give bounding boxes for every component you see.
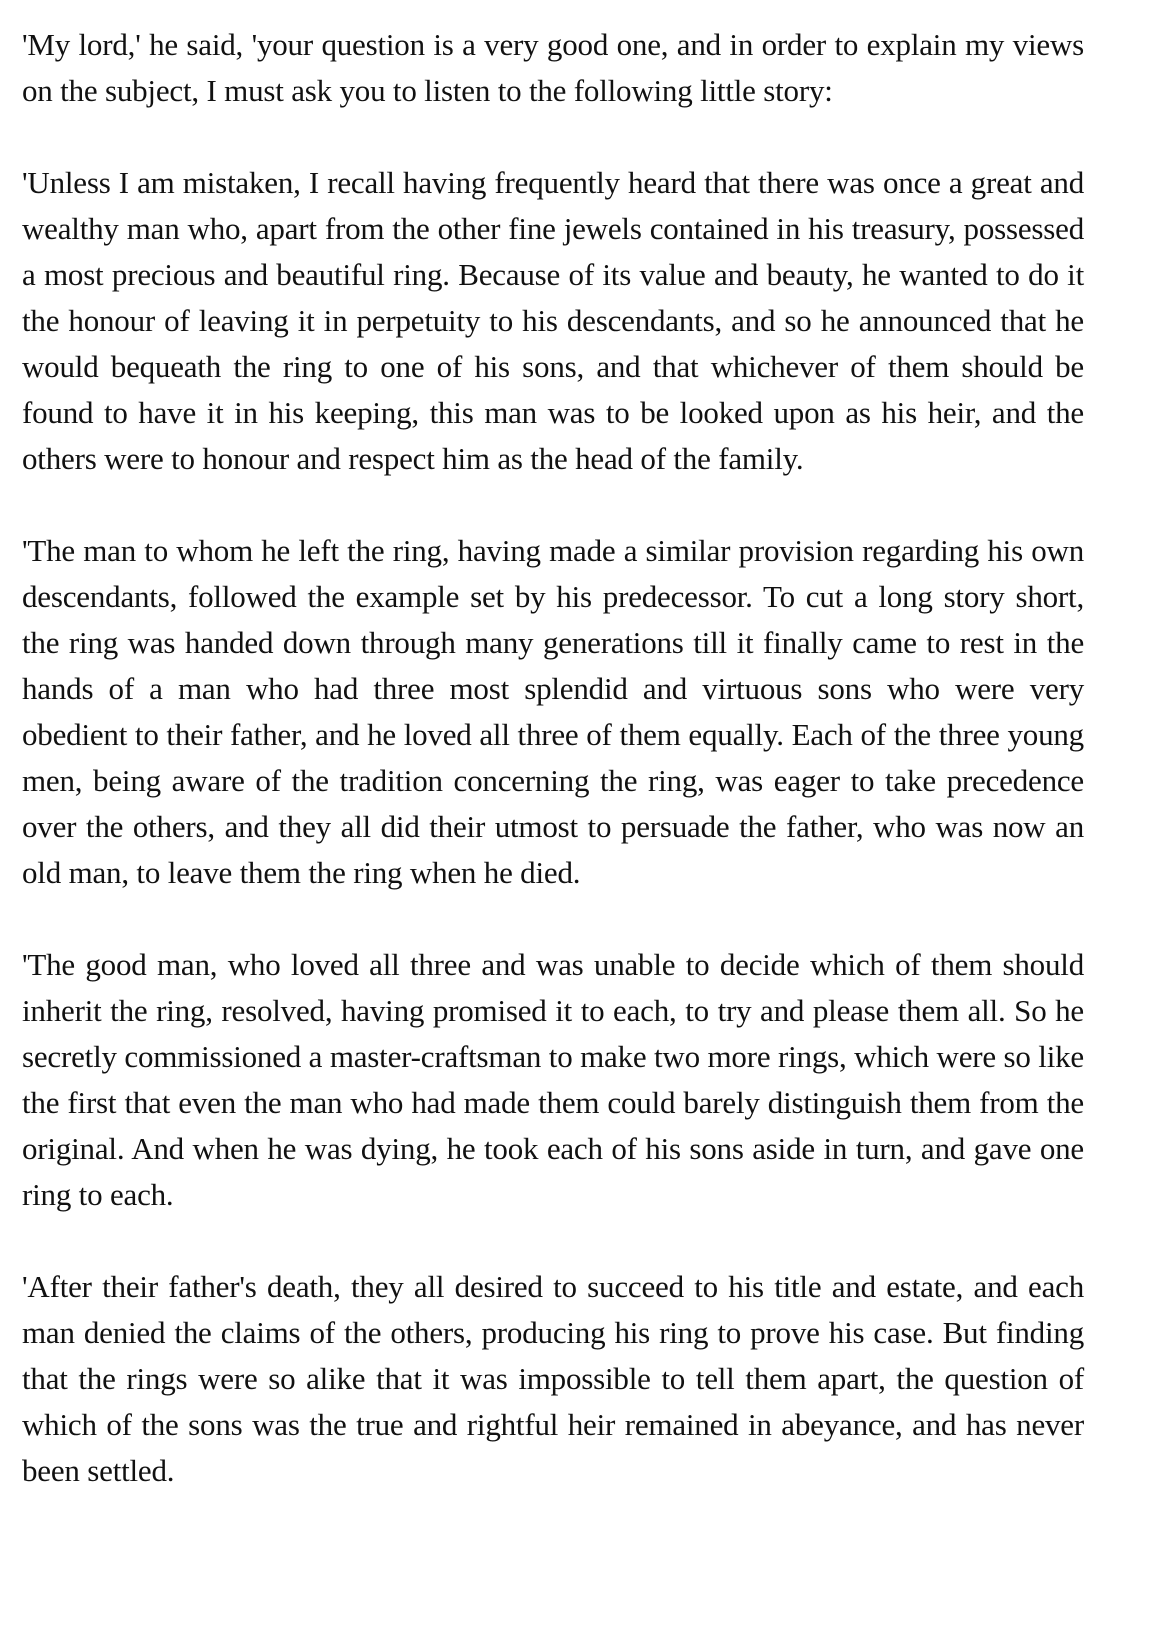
paragraph-3: 'The man to whom he left the ring, having made a similar provision regarding his own descendants, followed the example set by his predecessor. To cut a long story short, the ring was handed down through many generations till it finally came to rest in the hands of a man who had three most splendid and virtuous sons who were very obedient to their father, and he loved all three of them equally. Each of the three young men, being aware of the tradition concerning the ring, was eager to take precedence over the others, and they all did their utmost to persuade the father, who was now an old man, to leave them the ring when he died. [22, 533, 1084, 890]
paragraph-2: 'Unless I am mistaken, I recall having frequently heard that there was once a great and wealthy man who, apart from the other fine jewels contained in his treasury, possessed a most precious and beautiful ring. Because of its value and beauty, he wanted to do it the honour of leaving it in perpetuity to his descendants, and so he announced that he would bequeath the ring to one of his sons, and that whichever of them should be found to have it in his keeping, this man was to be looked upon as his heir, and the others were to honour and respect him as the head of the family. [22, 165, 1084, 476]
document-body [22, 22, 1084, 1494]
paragraph-1: 'My lord,' he said, 'your question is a very good one, and in order to explain my views on the subject, I must ask you to listen to the following little story: [22, 27, 1084, 108]
paragraph-4: 'The good man, who loved all three and was unable to decide which of them should inherit the ring, resolved, having promised it to each, to try and please them all. So he secretly commissioned a master-craftsman to make two more rings, which were so like the first that even the man who had made them could barely distinguish them from the original. And when he was dying, he took each of his sons aside in turn, and gave one ring to each. [22, 947, 1084, 1212]
paragraph-5: 'After their father's death, they all desired to succeed to his title and estate, and each man denied the claims of the others, producing his ring to prove his case. But finding that the rings were so alike that it was impossible to tell them apart, the question of which of the sons was the true and rightful heir remained in abeyance, and has never been settled. [22, 1269, 1084, 1488]
